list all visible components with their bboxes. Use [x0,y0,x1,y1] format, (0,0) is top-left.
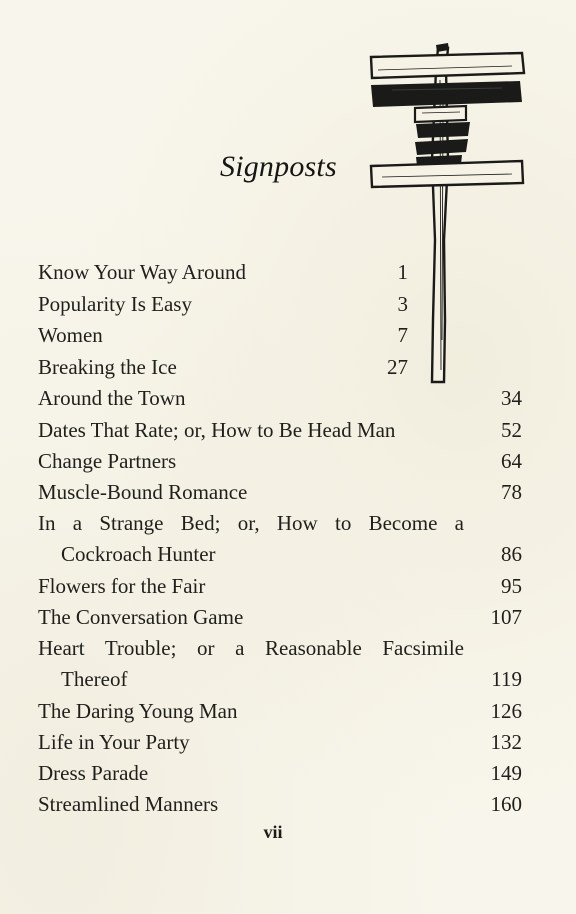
toc-entry-page: 34 [501,386,522,410]
toc-entry-title-line2: Cockroach Hunter [61,542,216,566]
toc-entry-title: Dates That Rate; or, How to Be Head Man [38,418,396,442]
toc-entry-page: 7 [397,323,408,347]
toc-entry-title-line2: Thereof [61,667,128,691]
toc-entry-page: 27 [387,355,408,379]
toc-entry-page: 1 [397,260,408,284]
toc-entry-page: 107 [490,605,522,629]
toc-entry-page: 119 [491,667,522,691]
toc-entry-page: 95 [501,574,522,598]
toc-entry-title: Life in Your Party [38,730,190,754]
toc-entry-title: Change Partners [38,449,177,473]
toc-entry-page: 78 [501,480,522,504]
toc-entry-title: The Conversation Game [38,605,244,629]
toc-entry-title: Around the Town [38,386,186,410]
toc-entry-title: Know Your Way Around [38,260,246,284]
toc-entry-title-line1: In a Strange Bed; or, How to Become a [38,511,464,535]
toc-entry-title: Flowers for the Fair [38,574,206,598]
toc-entry-page: 52 [501,418,522,442]
toc-entry-title: Streamlined Manners [38,792,219,816]
toc-entry-page: 149 [490,761,522,785]
toc-entry-page: 160 [490,792,522,816]
toc-entry-title: Popularity Is Easy [38,292,192,316]
toc-entry-title-line1: Heart Trouble; or a Reasonable Facsimile [38,636,464,660]
toc-entry-page: 64 [501,449,522,473]
toc-entry-page: 126 [490,699,522,723]
toc-entry-title: Muscle-Bound Romance [38,480,248,504]
toc-entry-title: Women [38,323,103,347]
toc-entry-page: 3 [397,292,408,316]
page-title: Signposts [220,150,337,183]
page-folio: vii [263,822,283,842]
toc-entry-title: Breaking the Ice [38,355,177,379]
toc-entry-page: 86 [501,542,522,566]
toc-entry-page: 132 [490,730,522,754]
toc-entry-title: Dress Parade [38,761,149,785]
toc-entry-title: The Daring Young Man [38,699,238,723]
signpost-illustration [362,40,532,390]
